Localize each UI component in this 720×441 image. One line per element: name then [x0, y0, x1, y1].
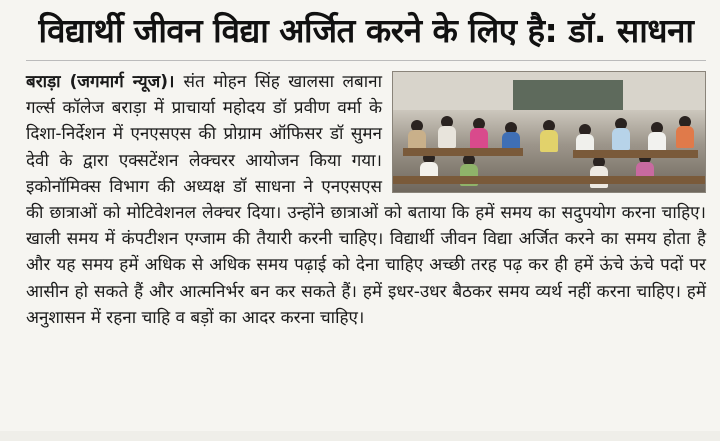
dateline: बराड़ा (जगमार्ग न्यूज)। — [26, 72, 184, 92]
classroom-photo — [392, 71, 706, 193]
article-body — [26, 69, 706, 331]
headline: विद्यार्थी जीवन विद्या अर्जित करने के लिए है: डॉ. साधना — [26, 4, 706, 61]
article-text: संत मोहन सिंह खालसा लबाना गर्ल्स कॉलेज बराड़ा में प्राचार्या महोदय डॉ प्रवीण वर्मा के दिशा-निर्देशन में एनएसएस की प्रोग्राम ऑफिसर डॉ सुमन देवी के द्वारा एक्सटेंशन लेक्चरर आयोजन किया गया। इकोनॉमिक्स विभाग की अध्यक्ष डॉ साधना ने एनएसएस की छात्राओं को मोटिवेशनल लेक्चर दिया। उन्होंने छात्राओं को बताया कि हमें समय का सदुपयोग करना चाहिए। खाली समय में कंपटीशन एग्जाम की तैयारी करनी चाहिए। विद्यार्थी जीवन विद्या अर्जित करने का समय होता है और यह समय हमें अधिक से अधिक समय पढ़ाई को देना चाहिए अच्छी तरह पढ़ कर ही हमें ऊंचे ऊंचे पदों पर आसीन हो सकते हैं और आत्मनिर्भर बन कर सकते हैं। हमें इधर-उधर बैठकर समय व्यर्थ नहीं करना चाहिए। हमें अनुशासन में रहना चाहि व बड़ों का आदर करना चाहिए। — [26, 72, 706, 328]
clipping-bottom-edge — [0, 431, 720, 441]
